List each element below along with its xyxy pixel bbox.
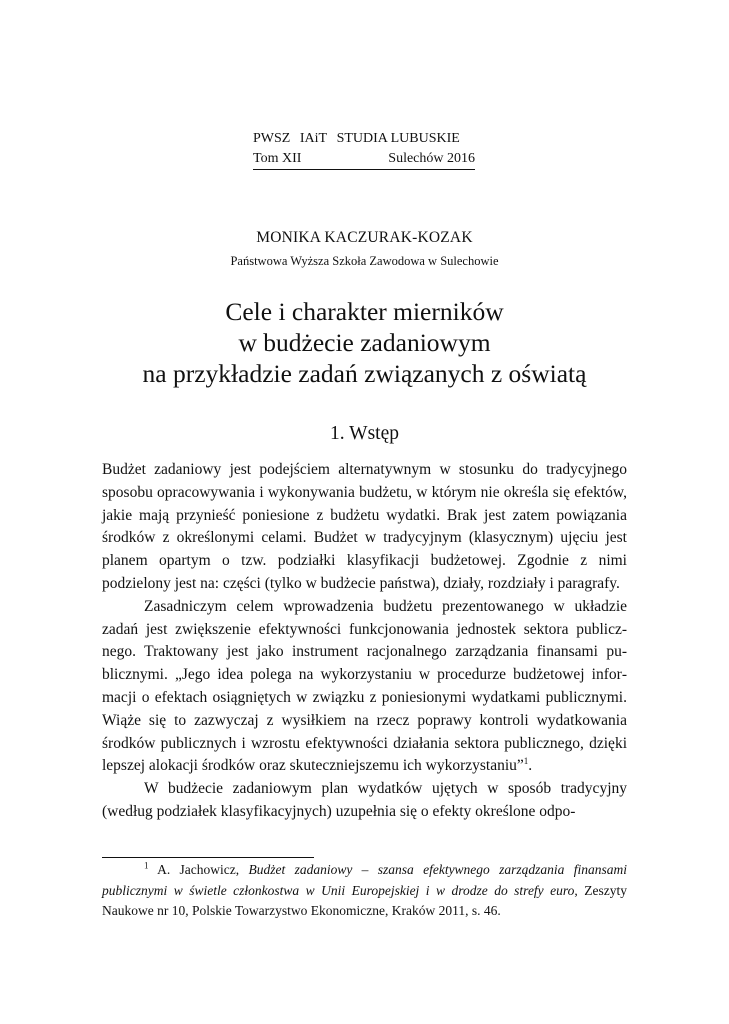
author-affiliation: Państwowa Wyższa Szkoła Zawodowa w Sulechowie — [230, 254, 499, 268]
header-line-1 — [253, 129, 475, 149]
paragraph: Budżet zadaniowy jest podejściem alternatywnym w stosunku do tradycyjnego sposobu opracowywania i wykonywania budżetu, w którym nie określa się efektów, jakie mają przynieść poniesione z budżetu wydatki. Brak jest zatem powiązania środków z określonymi celami. Budżet w tradycyjnym (klasycznym) ujęciu jest planem opartym o tzw. podziałki klasyfikacji budżetowej. Zgodnie z nimi podzielony jest na: części (tylko w budżecie państwa), działy, rozdziały i paragrafy. — [102, 461, 627, 592]
paragraph: Zasadniczym celem wprowadzenia budżetu prezentowanego w układzie zadań jest zwiększenie efektywności funkcjonowania jednostek sektora publicznego. Traktowany jest jako instrument racjonalnego zarządzania finansami publicznymi. „Jego idea polega na wykorzystaniu w procedurze budżetowej informacji o efektach osiągniętych w związku z poniesionymi wydatkami publicznymi. Wiąże się to zazwyczaj z wysiłkiem na rzecz poprawy kontroli wydatkowania środków publicznych i wzrostu efektywności działania sektora publicznego, dzięki lepszej alokacji środków oraz skuteczniejszemu ich wykorzystaniu”$^1$. — [102, 597, 627, 775]
header-org: PWSZ — [253, 131, 291, 146]
journal-header — [253, 129, 475, 170]
header-place-year: Sulechów 2016 — [388, 151, 475, 166]
paragraph-text: Zasadniczym celem wprowadzenia budżetu prezentowanego w układzie zadań jest zwiększenie efektywności funkcjonowania jednostek sektora publicznego. Traktowany jest jako instrument racjonalnego zarządzania finansami publicznymi. „Jego idea polega na wykorzystaniu w procedurze budżetowej informacji o efektach osiągniętych w związku z poniesionymi wydatkami publicznymi. Wiąże się to zazwyczaj z wysiłkiem na rzecz poprawy kontroli wydatkowania środków publicznych i wzrostu efektywności działania sektora publicznego, dzięki lepszej alokacji środków oraz skuteczniejszemu ich wykorzystaniu” — [102, 597, 627, 775]
footnote-details: , Zeszyty Naukowe nr 10, Polskie Towarzystwo Ekonomiczne, Kraków 2011, s. 46. — [102, 882, 627, 918]
footnote — [102, 860, 627, 922]
author-name: MONIKA KACZURAK-KOZAK — [256, 229, 473, 246]
footnote-title: Budżet zadaniowy – szansa efektywnego zarządzania finansami publicznymi w świetle członkostwa w Unii Europejskiej i w drodze do strefy euro — [102, 862, 627, 898]
header-line-2 — [253, 149, 475, 170]
title-line: na przykładzie zadań związanych z oświatą — [142, 359, 587, 388]
section-heading: 1. Wstęp — [330, 423, 399, 444]
article-title — [0, 296, 729, 389]
header-volume: Tom XII — [253, 151, 302, 166]
body-text — [102, 459, 627, 824]
footnote-reference: 1 — [523, 756, 529, 767]
footnote-number: 1 — [144, 860, 149, 871]
header-inst: IAiT — [299, 131, 328, 146]
paragraph: W budżecie zadaniowym plan wydatków ujętych w sposób tradycyjny (według podziałek klasyfikacyjnych) uzupełnia się o efekty określone odpo- — [102, 780, 627, 820]
footnote-divider — [102, 857, 314, 858]
title-line: Cele i charakter mierników — [225, 297, 504, 326]
footnote-author: A. Jachowicz, — [157, 862, 240, 877]
header-series: STUDIA LUBUSKIE — [336, 131, 460, 146]
title-line: w budżecie zadaniowym — [238, 328, 491, 357]
